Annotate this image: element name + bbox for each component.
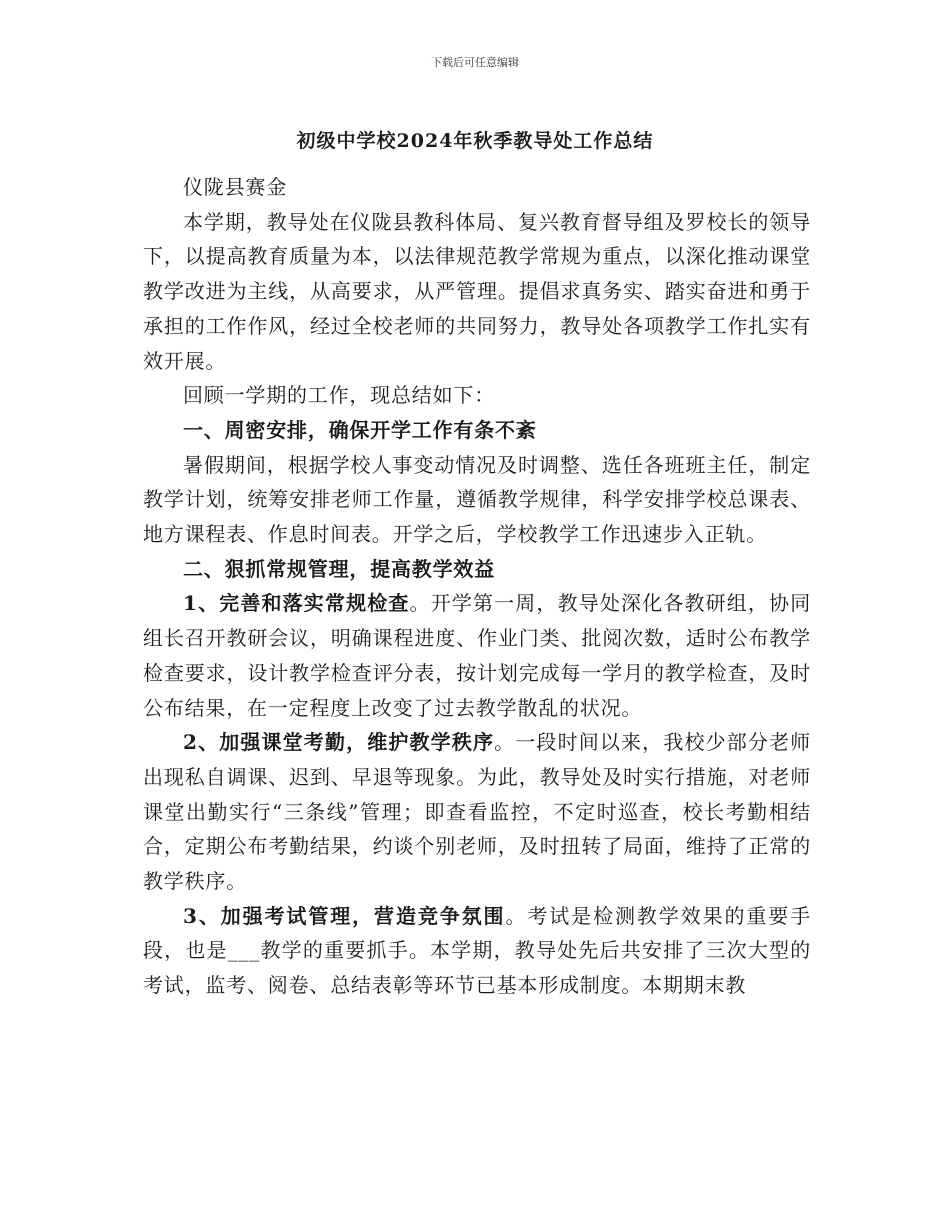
item-3-lead: 3、加强考试管理，营造竞争氛围 (183, 903, 506, 928)
header-note: 下载后可任意编辑 (431, 56, 519, 69)
document-title: 初级中学校2024年秋季教导处工作总结 (296, 130, 654, 152)
document-body (143, 170, 811, 1003)
section-2-heading: 二、狠抓常规管理，提高教学效益 (183, 556, 495, 581)
item-2-lead: 2、加强课堂考勤，维护教学秩序 (183, 730, 495, 755)
item-1-body: 。开学第一周，教导处深化各教研组，协同组长召开教研会议，明确课程进度、作业门类、批阅次数，适时公布教学检查要求，设计教学检查评分表，按计划完成每一学月的教学检查，及时公布结果，在一定程度上改变了过去教学散乱的状况。 (143, 591, 812, 720)
review-paragraph: 回顾一学期的工作，现总结如下： (183, 383, 495, 408)
item-1-paragraph (143, 586, 811, 725)
author-line: 仪陇县赛金 (183, 175, 287, 199)
item-2-body: 。一段时间以来，我校少部分老师出现私自调课、迟到、早退等现象。为此，教导处及时实行措施，对老师课堂出勤实行“三条线”管理；即查看监控，不定时巡查，校长考勤相结合，定期公布考勤结果，约谈个别老师，及时扭转了局面，维持了正常的教学秩序。 (143, 730, 812, 894)
item-3-body: 。考试是检测教学效果的重要手段，也是___教学的重要抓手。本学期，教导处先后共安排了三次大型的考试，监考、阅卷、总结表彰等环节已基本形成制度。本期期末教 (143, 903, 812, 998)
item-1-lead: 1、完善和落实常规检查 (183, 591, 410, 616)
item-3-paragraph (143, 899, 811, 1003)
section-1-heading: 一、周密安排，确保开学工作有条不紊 (183, 417, 537, 442)
section-1-paragraph: 暑假期间，根据学校人事变动情况及时调整、选任各班班主任，制定教学计划，统筹安排老师工作量，遵循教学规律，科学安排学校总课表、地方课程表、作息时间表。开学之后，学校教学工作迅速步入正轨。 (143, 452, 811, 547)
intro-paragraph: 本学期，教导处在仪陇县教科体局、复兴教育督导组及罗校长的领导下，以提高教育质量为本，以法律规范教学常规为重点，以深化推动课堂教学改进为主线，从高要求，从严管理。提倡求真务实、踏实奋进和勇于承担的工作作风，经过全校老师的共同努力，教导处各项教学工作扎实有效开展。 (143, 209, 811, 373)
item-2-paragraph (143, 725, 811, 899)
